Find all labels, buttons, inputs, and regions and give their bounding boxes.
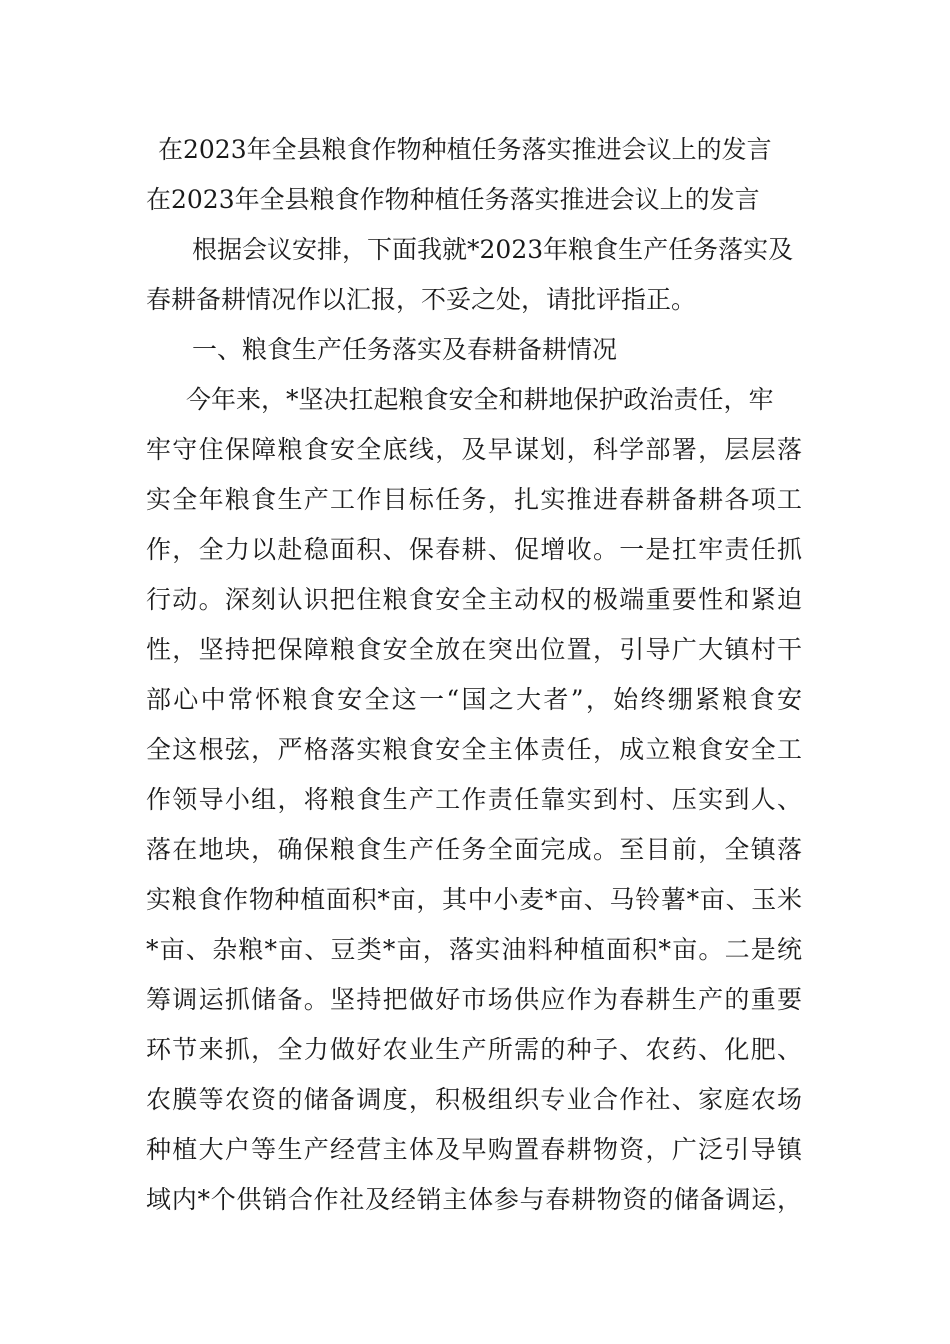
intro-line: 根据会议安排，下面我就*2023年粮食生产任务落实及 — [192, 235, 794, 264]
section-heading: 一、粮食生产任务落实及春耕备耕情况 — [192, 335, 618, 364]
body-line: 实全年粮食生产工作目标任务，扎实推进春耕备耕各项工 — [146, 485, 802, 514]
body-line: *亩、杂粮*亩、豆类*亩，落实油料种植面积*亩。二是统 — [146, 935, 802, 964]
body-line: 今年来，*坚决扛起粮食安全和耕地保护政治责任，牢 — [186, 385, 774, 414]
body-line: 种植大户等生产经营主体及早购置春耕物资，广泛引导镇 — [146, 1135, 802, 1164]
body-line: 实粮食作物种植面积*亩，其中小麦*亩、马铃薯*亩、玉米 — [146, 885, 802, 914]
body-line: 环节来抓，全力做好农业生产所需的种子、农药、化肥、 — [146, 1035, 802, 1064]
body-line: 性，坚持把保障粮食安全放在突出位置，引导广大镇村干 — [146, 635, 802, 664]
body-line: 行动。深刻认识把住粮食安全主动权的极端重要性和紧迫 — [146, 585, 802, 614]
intro-line: 春耕备耕情况作以汇报，不妥之处，请批评指正。 — [146, 285, 697, 314]
body-line: 作领导小组，将粮食生产工作责任靠实到村、压实到人、 — [146, 785, 802, 814]
body-line: 牢守住保障粮食安全底线，及早谋划，科学部署，层层落 — [146, 435, 802, 464]
body-line: 落在地块，确保粮食生产任务全面完成。至目前，全镇落 — [146, 835, 802, 864]
body-line: 部心中常怀粮食安全这一“国之大者”，始终绷紧粮食安 — [146, 685, 802, 714]
body-line: 域内*个供销合作社及经销主体参与春耕物资的储备调运， — [146, 1185, 802, 1214]
body-line: 筹调运抓储备。坚持把做好市场供应作为春耕生产的重要 — [146, 985, 802, 1014]
body-line: 农膜等农资的储备调度，积极组织专业合作社、家庭农场 — [146, 1085, 802, 1114]
document-title: 在2023年全县粮食作物种植任务落实推进会议上的发言 — [158, 135, 772, 164]
document-title-repeat: 在2023年全县粮食作物种植任务落实推进会议上的发言 — [146, 185, 760, 214]
body-line: 全这根弦，严格落实粮食安全主体责任，成立粮食安全工 — [146, 735, 802, 764]
body-line: 作，全力以赴稳面积、保春耕、促增收。一是扛牢责任抓 — [146, 535, 802, 564]
